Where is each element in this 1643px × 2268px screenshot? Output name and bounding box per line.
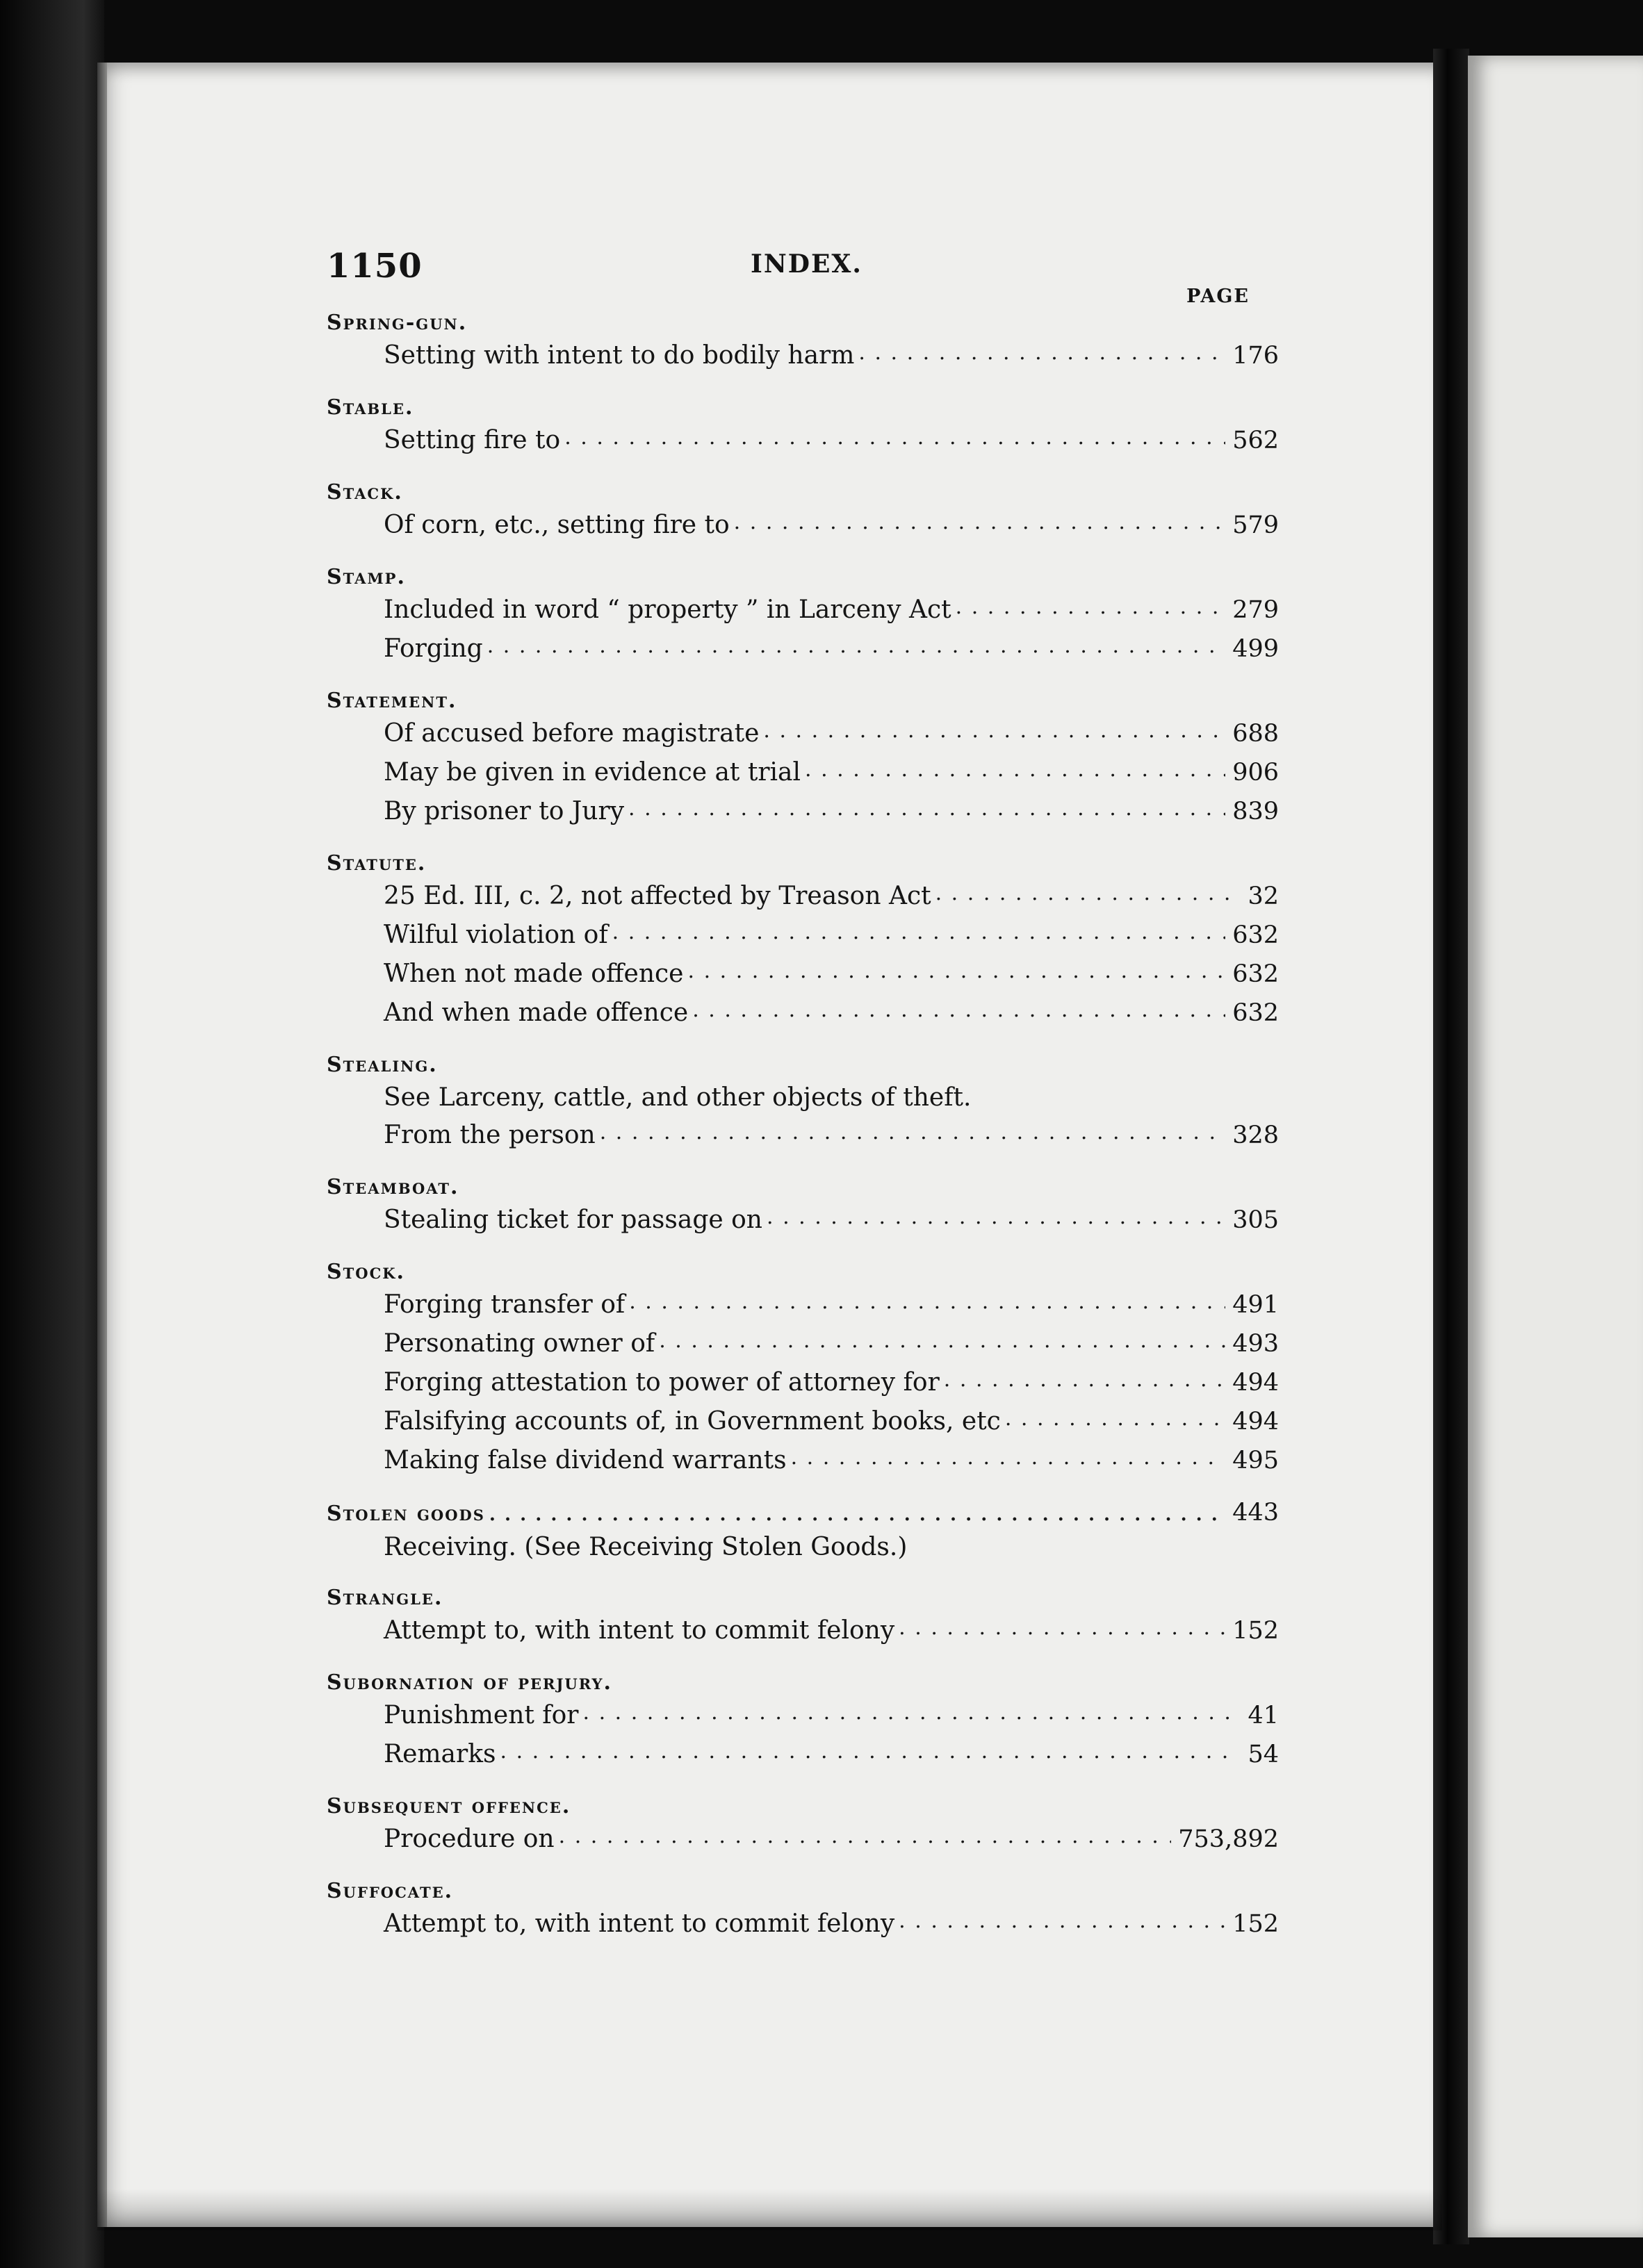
subentry-text: Attempt to, with intent to commit felony	[384, 1909, 895, 1938]
subentry	[327, 1286, 1279, 1325]
subentry-text: Of accused before magistrate	[384, 719, 760, 748]
dot-leader	[899, 1903, 1225, 1940]
page-reference: 41	[1248, 1702, 1279, 1729]
page-reference: 152	[1232, 1617, 1279, 1645]
page-column-label: PAGE	[1186, 286, 1250, 307]
entry-heading-text: Strangle.	[327, 1586, 443, 1610]
page-title: INDEX.	[751, 249, 863, 279]
page-reference: 632	[1232, 999, 1279, 1027]
dot-leader	[628, 790, 1225, 828]
subentry-text: Stealing ticket for passage on	[384, 1206, 762, 1234]
dot-leader	[583, 1694, 1230, 1732]
subentry-text: Remarks	[384, 1740, 496, 1768]
entry-heading	[327, 850, 1279, 878]
dot-leader	[899, 1609, 1225, 1647]
subentry	[327, 1697, 1279, 1736]
subentry	[327, 1079, 1279, 1117]
entry-heading-text: Stable.	[327, 395, 414, 420]
index-entries	[327, 309, 1279, 1944]
left-book-board	[0, 0, 104, 2268]
subentry	[327, 507, 1279, 545]
entry-heading-text: Stock.	[327, 1260, 405, 1284]
dot-leader	[688, 953, 1226, 990]
subentry	[327, 994, 1279, 1033]
subentry-text: Setting with intent to do bodily harm	[384, 341, 855, 370]
subentry-text: 25 Ed. III, c. 2, not affected by Treason Act	[384, 882, 931, 910]
page-reference: 839	[1232, 798, 1279, 825]
subentry-text: Setting fire to	[384, 426, 561, 454]
page-reference: 493	[1232, 1330, 1279, 1358]
subentry	[327, 1529, 1279, 1566]
subentry-text: Falsifying accounts of, in Government books, etc	[384, 1407, 1001, 1436]
subentry-text: Forging attestation to power of attorney for	[384, 1368, 940, 1397]
subentry-text: Personating owner of	[384, 1329, 655, 1358]
entry-heading-text: Subornation of perjury.	[327, 1670, 612, 1695]
dot-leader	[600, 1114, 1225, 1151]
index-entry	[327, 309, 1279, 376]
subentry-text: Forging	[384, 634, 483, 663]
page-reference: 632	[1232, 921, 1279, 949]
subentry-text: Forging transfer of	[384, 1290, 626, 1319]
page-edge-shadow	[97, 63, 107, 2227]
page-reference: 305	[1232, 1206, 1279, 1234]
subentry-text: Wilful violation of	[384, 921, 608, 949]
entry-heading-text: Stamp.	[327, 565, 406, 589]
subentry	[327, 1403, 1279, 1442]
subentry	[327, 1442, 1279, 1481]
subentry	[327, 917, 1279, 955]
book-spine	[1433, 49, 1469, 2244]
subentry	[327, 1612, 1279, 1651]
subentry-text: Making false dividend warrants	[384, 1446, 787, 1474]
entry-heading-text: Steamboat.	[327, 1175, 459, 1199]
index-entry	[327, 1174, 1279, 1240]
running-head	[327, 247, 1279, 288]
page-reference: 443	[1232, 1499, 1279, 1527]
index-entry	[327, 1499, 1279, 1566]
entry-heading	[327, 1669, 1279, 1697]
subentry	[327, 793, 1279, 832]
index-entry	[327, 1793, 1279, 1859]
entry-heading-text: Statement.	[327, 689, 457, 713]
index-content	[327, 247, 1279, 1944]
subentry	[327, 1117, 1279, 1156]
facing-page-edge	[1468, 56, 1643, 2237]
dot-leader	[956, 589, 1226, 626]
subentry	[327, 754, 1279, 793]
subentry-text: Receiving. (See Receiving Stolen Goods.)	[384, 1533, 908, 1561]
index-entry	[327, 1877, 1279, 1944]
entry-heading	[327, 479, 1279, 507]
entry-heading-text: Subsequent offence.	[327, 1794, 571, 1818]
entry-heading	[327, 1258, 1279, 1286]
dot-leader	[944, 1361, 1225, 1399]
dot-leader	[500, 1733, 1230, 1770]
index-entry	[327, 1584, 1279, 1651]
entry-heading-text: Spring-gun.	[327, 311, 468, 335]
subentry	[327, 1736, 1279, 1775]
page-reference: 632	[1232, 960, 1279, 988]
subentry-text: Procedure on	[384, 1825, 555, 1853]
index-entry	[327, 850, 1279, 1033]
index-entry	[327, 687, 1279, 832]
entry-heading	[327, 1877, 1279, 1905]
dot-leader	[692, 992, 1225, 1029]
dot-leader	[1005, 1400, 1225, 1438]
dot-leader	[858, 334, 1225, 372]
entry-heading	[327, 1793, 1279, 1821]
subentry	[327, 1821, 1279, 1859]
page-reference: 494	[1232, 1369, 1279, 1397]
page-reference: 688	[1232, 720, 1279, 748]
dot-leader	[935, 875, 1230, 912]
entry-heading	[327, 1499, 1279, 1529]
subentry-text: Of corn, etc., setting fire to	[384, 511, 730, 539]
entry-heading	[327, 687, 1279, 715]
dot-leader	[629, 1283, 1225, 1321]
entry-heading	[327, 564, 1279, 591]
subentry-text: See Larceny, cattle, and other objects of theft.	[384, 1083, 972, 1112]
entry-heading-text: Stolen goods	[327, 1502, 485, 1526]
page-reference: 494	[1232, 1408, 1279, 1436]
entry-heading-text: Statute.	[327, 851, 427, 876]
entry-heading	[327, 1051, 1279, 1079]
subentry	[327, 337, 1279, 376]
entry-heading	[327, 1584, 1279, 1612]
dot-leader	[767, 1199, 1225, 1236]
entry-heading-text: Suffocate.	[327, 1879, 454, 1903]
page-reference: 579	[1232, 511, 1279, 539]
index-entry	[327, 1258, 1279, 1481]
subentry-text: May be given in evidence at trial	[384, 758, 801, 787]
index-entry	[327, 479, 1279, 545]
dot-leader	[734, 504, 1226, 541]
dot-leader	[791, 1439, 1226, 1477]
subentry-text: Attempt to, with intent to commit felony	[384, 1616, 895, 1645]
subentry-text: By prisoner to Jury	[384, 797, 625, 825]
subentry-text: Punishment for	[384, 1701, 579, 1729]
page-reference: 495	[1232, 1447, 1279, 1474]
page-reference: 328	[1232, 1121, 1279, 1149]
entry-heading	[327, 394, 1279, 422]
page-reference: 152	[1232, 1910, 1279, 1938]
dot-leader	[487, 627, 1226, 665]
index-entry	[327, 1669, 1279, 1775]
page-bottom-shadow	[97, 2189, 1442, 2230]
subentry-text: Included in word “ property ” in Larceny Act	[384, 595, 951, 624]
subentry	[327, 630, 1279, 669]
page-reference: 499	[1232, 635, 1279, 663]
subentry	[327, 955, 1279, 994]
page-reference: 176	[1232, 342, 1279, 370]
entry-heading-text: Stack.	[327, 480, 403, 504]
subentry	[327, 1325, 1279, 1364]
subentry	[327, 715, 1279, 754]
subentry	[327, 1905, 1279, 1944]
subentry-text: When not made offence	[384, 960, 684, 988]
subentry	[327, 1364, 1279, 1403]
entry-heading	[327, 1174, 1279, 1201]
page-reference: 753,892	[1178, 1825, 1279, 1853]
dot-leader	[805, 751, 1225, 789]
index-entry	[327, 1051, 1279, 1156]
subentry	[327, 591, 1279, 630]
entry-heading-text: Stealing.	[327, 1053, 438, 1077]
index-entry	[327, 394, 1279, 461]
dot-leader	[564, 419, 1225, 457]
subentry	[327, 422, 1279, 461]
dot-leader	[612, 914, 1226, 951]
dot-leader	[659, 1322, 1225, 1360]
subentry-text: From the person	[384, 1121, 596, 1149]
page-reference: 491	[1232, 1291, 1279, 1319]
entry-heading	[327, 309, 1279, 337]
dot-leader	[763, 712, 1225, 750]
index-entry	[327, 564, 1279, 669]
dot-leader	[559, 1818, 1172, 1855]
page-reference: 562	[1232, 427, 1279, 454]
subentry	[327, 878, 1279, 917]
page-reference: 906	[1232, 759, 1279, 787]
dot-leader	[489, 1501, 1225, 1529]
subentry-text: And when made offence	[384, 999, 689, 1027]
page-reference: 279	[1232, 596, 1279, 624]
subentry	[327, 1201, 1279, 1240]
page-reference: 32	[1248, 882, 1279, 910]
page-reference: 54	[1248, 1741, 1279, 1768]
page-number: 1150	[327, 247, 423, 286]
